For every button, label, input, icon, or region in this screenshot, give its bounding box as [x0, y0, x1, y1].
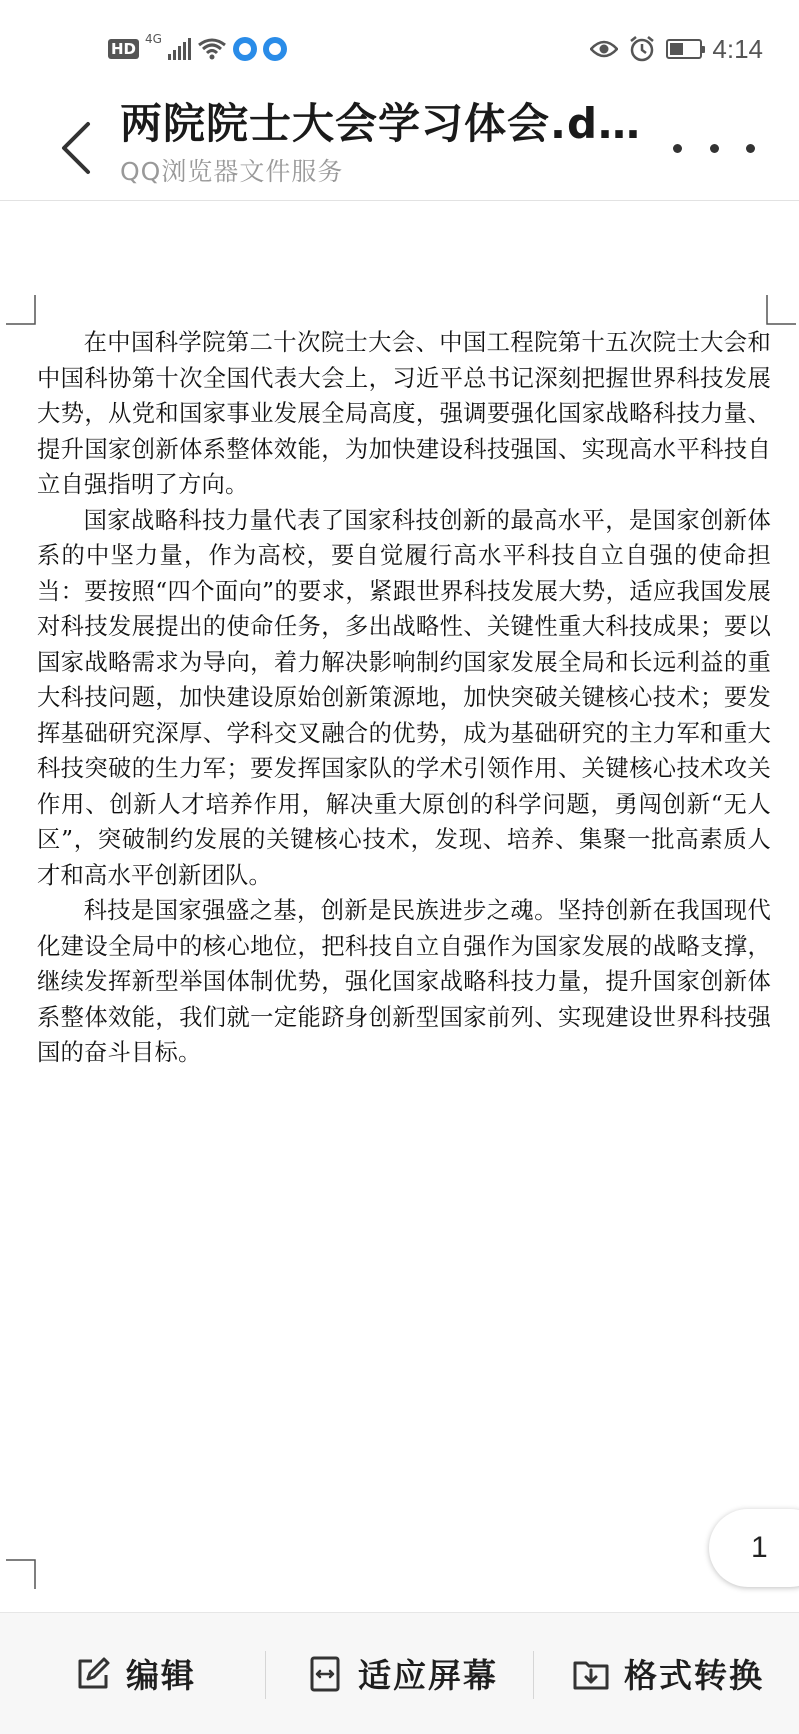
- status-bar: [0, 0, 799, 100]
- format-convert-button[interactable]: [572, 1613, 764, 1734]
- more-dots-icon: [673, 144, 682, 153]
- back-button[interactable]: [52, 108, 102, 188]
- crop-mark-bottom-left: [6, 1559, 36, 1589]
- crop-mark-top-right: [766, 295, 796, 325]
- battery-icon: [666, 39, 702, 59]
- status-left: [108, 34, 287, 64]
- alarm-icon: [628, 35, 656, 63]
- toolbar-divider: [265, 1651, 266, 1699]
- fit-screen-icon: [306, 1655, 344, 1693]
- title-block: [120, 100, 680, 190]
- document-paragraph: 科技是国家强盛之基，创新是民族进步之魂。坚持创新在我国现代化建设全局中的核心地位，把科技自立自强作为国家发展的战略支撑，继续发挥新型举国体制优势，强化国家战略科技力量，提升国家创新体系整体效能，我们就一定能跻身创新型国家前列、实现建设世界科技强国的奋斗目标。: [37, 897, 771, 1066]
- format-convert-label: 格式转换: [624, 1656, 764, 1695]
- fit-screen-label: 适应屏幕: [358, 1656, 498, 1695]
- document-body: [37, 325, 771, 1071]
- document-paragraph: 在中国科学院第二十次院士大会、中国工程院第十五次院士大会和中国科协第十次全国代表大会上，习近平总书记深刻把握世界科技发展大势，从党和国家事业发展全局高度，强调要强化国家战略科技力量、提升国家创新体系整体效能，为加快建设科技强国、实现高水平科技自立自强指明了方向。: [37, 329, 771, 498]
- hd-badge: HD: [108, 39, 139, 59]
- status-right: [590, 34, 763, 64]
- qq-browser-icon: [263, 37, 287, 61]
- page-subtitle: QQ浏览器文件服务: [120, 157, 344, 186]
- chevron-left-icon: [52, 108, 102, 188]
- more-options-button[interactable]: [673, 136, 755, 160]
- fit-screen-button[interactable]: [306, 1613, 498, 1734]
- document-paragraph: 国家战略科技力量代表了国家科技创新的最高水平，是国家创新体系的中坚力量，作为高校，要自觉履行高水平科技自立自强的使命担当：要按照“四个面向”的要求，紧跟世界科技发展大势，适应我国发展对科技发展提出的使命任务，多出战略性、关键性重大科技成果；要以国家战略需求为导向，着力解决影响制约国家发展全局和长远利益的重大科技问题，加快建设原始创新策源地，加快突破关键核心技术；要发挥基础研究深厚、学科交叉融合的优势，成为基础研究的主力军和重大科技突破的生力军；要发挥国家队的学术引领作用、关键核心技术攻关作用、创新人才培养作用，解决重大原创的科学问题，勇闯创新“无人区”，突破制约发展的关键核心技术，发现、培养、集聚一批高素质人才和高水平创新团队。: [37, 506, 771, 889]
- toolbar-divider: [533, 1651, 534, 1699]
- edit-label: 编辑: [126, 1656, 196, 1695]
- wifi-icon: [197, 37, 227, 61]
- edit-button[interactable]: [74, 1613, 196, 1734]
- edit-icon: [74, 1655, 112, 1693]
- status-time: 4:14: [712, 33, 763, 64]
- signal-icon: [168, 38, 191, 60]
- page-number-indicator[interactable]: 1: [709, 1509, 799, 1587]
- header-bar: [0, 100, 799, 201]
- folder-download-icon: [572, 1655, 610, 1693]
- document-viewer[interactable]: [0, 201, 799, 1611]
- bottom-toolbar: [0, 1612, 799, 1734]
- qq-browser-icon: [233, 37, 257, 61]
- page-title: 两院院士大会学习体会.d…: [120, 99, 642, 148]
- crop-mark-top-left: [6, 295, 36, 325]
- eye-icon: [590, 39, 618, 59]
- network-type-label: 4G: [145, 32, 162, 46]
